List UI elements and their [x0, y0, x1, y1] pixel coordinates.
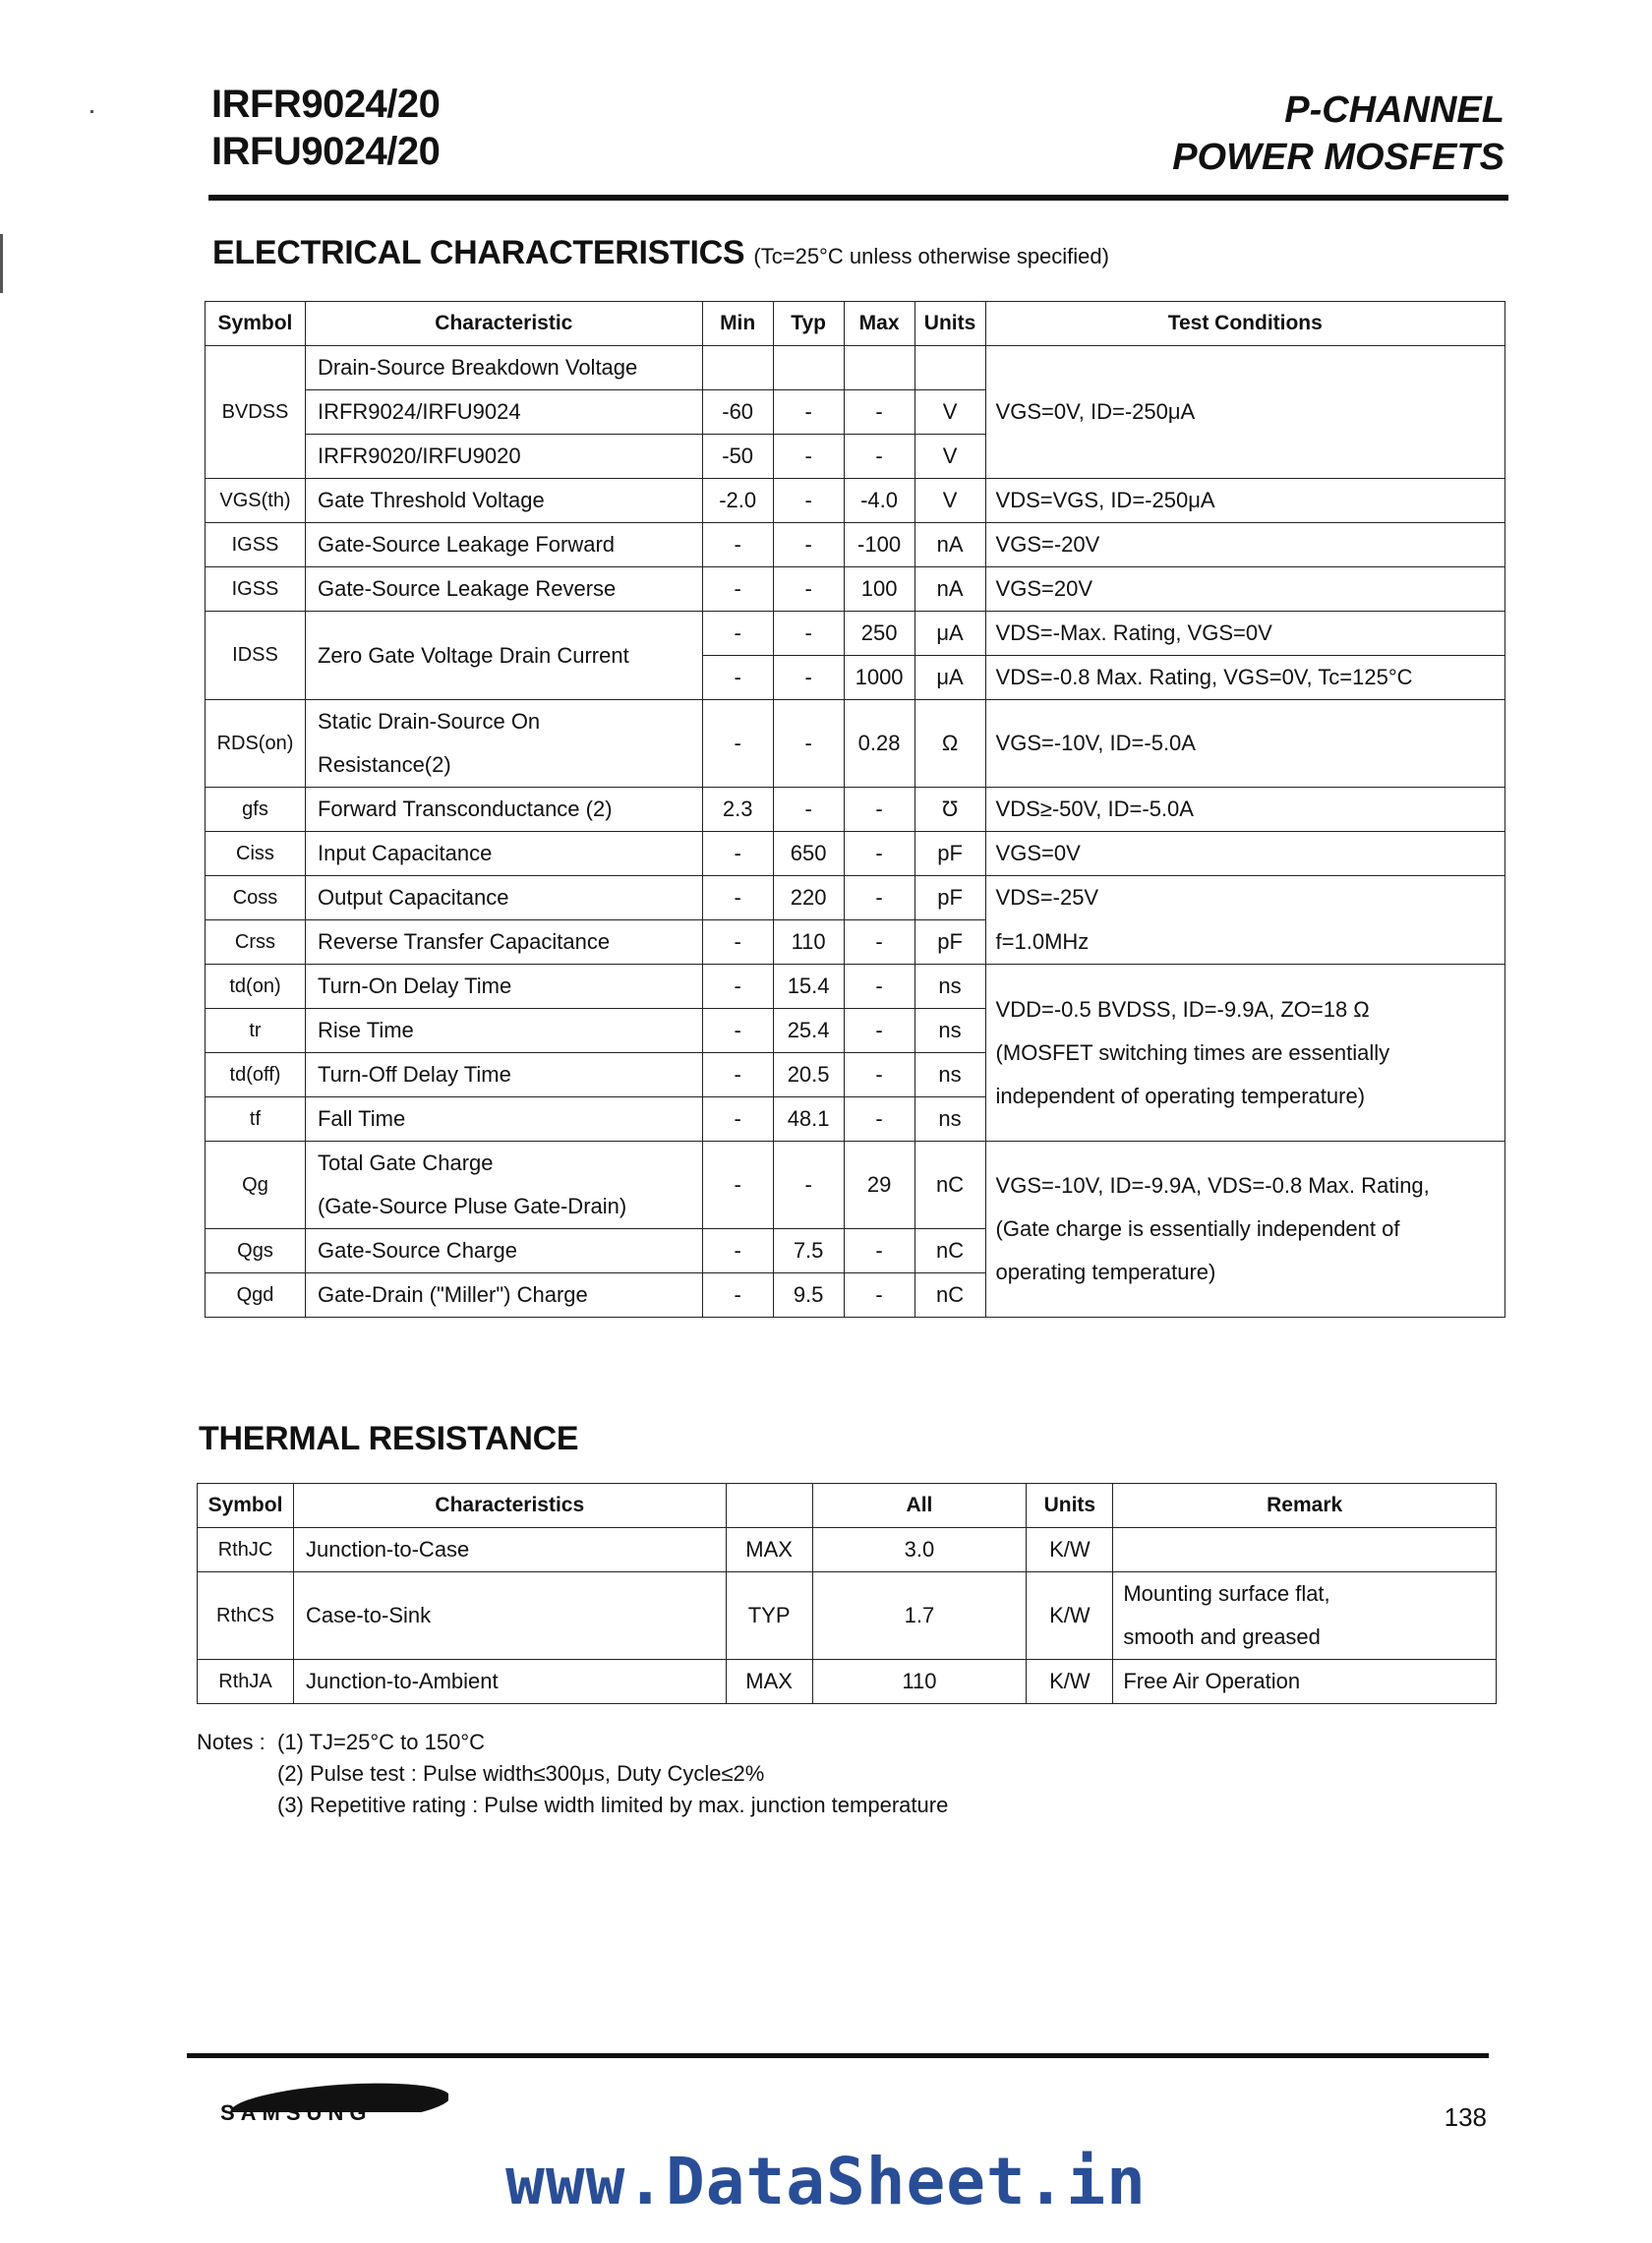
typ-cell: 110	[773, 920, 844, 965]
remark-line: Mounting surface flat,	[1123, 1581, 1330, 1606]
symbol-cell: RthCS	[198, 1572, 294, 1660]
scan-dot	[90, 110, 93, 113]
column-header: Symbol	[198, 1484, 294, 1528]
unit-cell: K/W	[1027, 1528, 1113, 1572]
max-cell: -	[844, 920, 914, 965]
condition-line: VDD=-0.5 BVDSS, ID=-9.9A, ZO=18 Ω	[995, 996, 1370, 1022]
value-cell: 110	[812, 1660, 1027, 1704]
thermal-resistance-title: THERMAL RESISTANCE	[199, 1420, 579, 1457]
max-cell: -	[844, 1097, 914, 1142]
unit-cell: ns	[914, 1009, 985, 1053]
column-header: Min	[702, 302, 773, 346]
typ-cell: 20.5	[773, 1053, 844, 1097]
test-condition-cell: VDS=VGS, ID=-250μA	[985, 479, 1504, 523]
typ-cell: -	[773, 612, 844, 656]
characteristic-cell: Input Capacitance	[305, 832, 702, 876]
characteristic-cell	[305, 700, 702, 788]
min-cell: -	[702, 700, 773, 788]
test-condition-cell: VDS=-25V	[985, 876, 1504, 920]
characteristic-cell: Gate-Source Charge	[305, 1229, 702, 1273]
table-row	[206, 1142, 1505, 1229]
column-header: Test Conditions	[985, 302, 1504, 346]
column-header: All	[812, 1484, 1027, 1528]
min-cell: -	[702, 1142, 773, 1229]
max-cell: -	[844, 876, 914, 920]
test-condition-cell: VGS=-20V	[985, 523, 1504, 567]
test-condition-cell: VDS=-Max. Rating, VGS=0V	[985, 612, 1504, 656]
symbol-cell: td(off)	[206, 1053, 306, 1097]
symbol-cell: RDS(on)	[206, 700, 306, 788]
typ-cell: -	[773, 700, 844, 788]
unit-cell: ns	[914, 1097, 985, 1142]
min-cell: -	[702, 1053, 773, 1097]
note-3: (3) Repetitive rating : Pulse width limited by max. junction temperature	[277, 1793, 949, 1817]
unit-cell: Ʊ	[914, 788, 985, 832]
part-numbers	[211, 81, 440, 175]
header-rule	[208, 195, 1508, 201]
page-number: 138	[1444, 2102, 1487, 2132]
logo-text: SAMSUNG	[220, 2100, 373, 2125]
table-row	[206, 832, 1505, 876]
characteristic-cell: Turn-Off Delay Time	[305, 1053, 702, 1097]
notes	[197, 1727, 948, 1821]
device-type-line2: POWER MOSFETS	[1172, 137, 1504, 178]
max-cell: -	[844, 1053, 914, 1097]
empty-cell	[914, 346, 985, 390]
symbol-cell: Ciss	[206, 832, 306, 876]
max-cell: 29	[844, 1142, 914, 1229]
symbol-cell: RthJA	[198, 1660, 294, 1704]
typ-cell: 7.5	[773, 1229, 844, 1273]
symbol-cell: td(on)	[206, 965, 306, 1009]
min-cell: -	[702, 612, 773, 656]
symbol-cell: tf	[206, 1097, 306, 1142]
part-number-2: IRFU9024/20	[211, 130, 441, 173]
table-header-row	[198, 1484, 1497, 1528]
characteristic-cell: IRFR9020/IRFU9020	[305, 435, 702, 479]
column-header: Typ	[773, 302, 844, 346]
empty-cell	[844, 346, 914, 390]
characteristic-cell: Zero Gate Voltage Drain Current	[305, 612, 702, 700]
rating-type-cell: TYP	[726, 1572, 812, 1660]
unit-cell: ns	[914, 965, 985, 1009]
symbol-cell: gfs	[206, 788, 306, 832]
unit-cell: nA	[914, 523, 985, 567]
table-header-row	[206, 302, 1505, 346]
typ-cell: 48.1	[773, 1097, 844, 1142]
typ-cell: -	[773, 788, 844, 832]
max-cell: 0.28	[844, 700, 914, 788]
remark-cell	[1113, 1572, 1497, 1660]
unit-cell: V	[914, 435, 985, 479]
test-condition-cell: VGS=-10V, ID=-5.0A	[985, 700, 1504, 788]
unit-cell: pF	[914, 876, 985, 920]
column-header: Units	[1027, 1484, 1113, 1528]
typ-cell: -	[773, 1142, 844, 1229]
characteristic-cell: Junction-to-Case	[293, 1528, 726, 1572]
characteristic-cell: Forward Transconductance (2)	[305, 788, 702, 832]
symbol-cell: Qg	[206, 1142, 306, 1229]
unit-cell: ns	[914, 1053, 985, 1097]
table-row	[206, 612, 1505, 656]
unit-cell: Ω	[914, 700, 985, 788]
characteristic-cell: Fall Time	[305, 1097, 702, 1142]
characteristic-cell: Gate-Source Leakage Reverse	[305, 567, 702, 612]
min-cell: -2.0	[702, 479, 773, 523]
typ-cell: 220	[773, 876, 844, 920]
samsung-logo	[203, 2083, 448, 2126]
max-cell: 100	[844, 567, 914, 612]
symbol-cell: Qgd	[206, 1273, 306, 1318]
max-cell: 250	[844, 612, 914, 656]
remark-cell	[1113, 1528, 1497, 1572]
scan-mark	[0, 234, 3, 293]
rating-type-cell: MAX	[726, 1528, 812, 1572]
remark-line: smooth and greased	[1123, 1624, 1321, 1649]
table-row	[206, 567, 1505, 612]
characteristic-cell: Rise Time	[305, 1009, 702, 1053]
unit-cell: K/W	[1027, 1660, 1113, 1704]
characteristic-cell: IRFR9024/IRFU9024	[305, 390, 702, 435]
typ-cell: 650	[773, 832, 844, 876]
table-row	[206, 346, 1505, 390]
min-cell: -	[702, 523, 773, 567]
max-cell: -	[844, 435, 914, 479]
empty-cell	[702, 346, 773, 390]
typ-cell: -	[773, 523, 844, 567]
column-header: Characteristic	[305, 302, 702, 346]
symbol-cell: IGSS	[206, 567, 306, 612]
table-row	[206, 479, 1505, 523]
characteristic-cell: Gate Threshold Voltage	[305, 479, 702, 523]
min-cell: -	[702, 1097, 773, 1142]
symbol-cell: Qgs	[206, 1229, 306, 1273]
table-row	[206, 920, 1505, 965]
value-cell: 3.0	[812, 1528, 1027, 1572]
unit-cell: V	[914, 390, 985, 435]
table-row	[198, 1528, 1497, 1572]
min-cell: -	[702, 876, 773, 920]
characteristic-line: Resistance(2)	[317, 752, 451, 777]
characteristic-cell: Gate-Source Leakage Forward	[305, 523, 702, 567]
typ-cell: 25.4	[773, 1009, 844, 1053]
electrical-title-text: ELECTRICAL CHARACTERISTICS	[212, 234, 745, 271]
column-header: Remark	[1113, 1484, 1497, 1528]
value-cell: 1.7	[812, 1572, 1027, 1660]
part-number-1: IRFR9024/20	[211, 83, 441, 126]
note-line	[197, 1727, 948, 1758]
typ-cell: -	[773, 435, 844, 479]
table-row	[206, 876, 1505, 920]
max-cell: -100	[844, 523, 914, 567]
rating-type-cell: MAX	[726, 1660, 812, 1704]
min-cell: -	[702, 1009, 773, 1053]
column-header	[726, 1484, 812, 1528]
test-condition-cell: f=1.0MHz	[985, 920, 1504, 965]
condition-line: VGS=-10V, ID=-9.9A, VDS=-0.8 Max. Rating,	[995, 1173, 1430, 1198]
typ-cell: -	[773, 479, 844, 523]
table-row	[206, 788, 1505, 832]
note-2: (2) Pulse test : Pulse width≤300μs, Duty Cycle≤2%	[277, 1761, 765, 1786]
max-cell: -	[844, 1273, 914, 1318]
characteristic-cell: Junction-to-Ambient	[293, 1660, 726, 1704]
column-header: Characteristics	[293, 1484, 726, 1528]
column-header: Units	[914, 302, 985, 346]
thermal-resistance-table	[197, 1483, 1497, 1704]
condition-line: (MOSFET switching times are essentially	[995, 1039, 1390, 1065]
characteristic-line: (Gate-Source Pluse Gate-Drain)	[317, 1194, 627, 1218]
characteristic-line: Static Drain-Source On	[317, 709, 541, 734]
typ-cell: 9.5	[773, 1273, 844, 1318]
characteristic-cell: Drain-Source Breakdown Voltage	[305, 346, 702, 390]
unit-cell: K/W	[1027, 1572, 1113, 1660]
condition-line: independent of operating temperature)	[995, 1083, 1366, 1108]
typ-cell: -	[773, 656, 844, 700]
unit-cell: μA	[914, 612, 985, 656]
symbol-cell: IDSS	[206, 612, 306, 700]
note-1: (1) TJ=25°C to 150°C	[277, 1730, 486, 1754]
electrical-characteristics-title	[212, 234, 1109, 272]
typ-cell: -	[773, 390, 844, 435]
max-cell: -	[844, 788, 914, 832]
max-cell: -	[844, 1229, 914, 1273]
min-cell: -	[702, 832, 773, 876]
footer-rule	[187, 2053, 1489, 2058]
condition-line: operating temperature)	[995, 1260, 1216, 1284]
test-condition-cell	[985, 965, 1504, 1142]
table-row	[206, 965, 1505, 1009]
column-header: Symbol	[206, 302, 306, 346]
symbol-cell: Crss	[206, 920, 306, 965]
symbol-cell: BVDSS	[206, 346, 306, 479]
electrical-title-condition: (Tc=25°C unless otherwise specified)	[753, 244, 1109, 268]
min-cell: -	[702, 656, 773, 700]
max-cell: -4.0	[844, 479, 914, 523]
empty-cell	[773, 346, 844, 390]
max-cell: -	[844, 390, 914, 435]
characteristic-cell: Gate-Drain ("Miller") Charge	[305, 1273, 702, 1318]
symbol-cell: IGSS	[206, 523, 306, 567]
min-cell: 2.3	[702, 788, 773, 832]
symbol-cell: VGS(th)	[206, 479, 306, 523]
min-cell: -60	[702, 390, 773, 435]
unit-cell: pF	[914, 920, 985, 965]
characteristic-line: Total Gate Charge	[317, 1151, 494, 1175]
device-type-line1: P-CHANNEL	[1284, 89, 1504, 131]
characteristic-cell: Reverse Transfer Capacitance	[305, 920, 702, 965]
watermark-link[interactable]: www.DataSheet.in	[505, 2144, 1147, 2219]
max-cell: -	[844, 1009, 914, 1053]
table-row	[198, 1660, 1497, 1704]
typ-cell: -	[773, 567, 844, 612]
characteristic-cell	[305, 1142, 702, 1229]
table-row	[198, 1572, 1497, 1660]
test-condition-cell: VGS=0V, ID=-250μA	[985, 346, 1504, 479]
max-cell: -	[844, 965, 914, 1009]
table-row	[206, 700, 1505, 788]
symbol-cell: tr	[206, 1009, 306, 1053]
condition-line: (Gate charge is essentially independent of	[995, 1216, 1400, 1241]
unit-cell: μA	[914, 656, 985, 700]
unit-cell: nC	[914, 1142, 985, 1229]
remark-cell: Free Air Operation	[1113, 1660, 1497, 1704]
min-cell: -50	[702, 435, 773, 479]
test-condition-cell	[985, 1142, 1504, 1318]
unit-cell: nC	[914, 1229, 985, 1273]
min-cell: -	[702, 1273, 773, 1318]
min-cell: -	[702, 965, 773, 1009]
characteristic-cell: Case-to-Sink	[293, 1572, 726, 1660]
unit-cell: nA	[914, 567, 985, 612]
test-condition-cell: VGS=0V	[985, 832, 1504, 876]
device-type	[1172, 87, 1504, 181]
min-cell: -	[702, 920, 773, 965]
characteristic-cell: Turn-On Delay Time	[305, 965, 702, 1009]
column-header: Max	[844, 302, 914, 346]
electrical-characteristics-table	[205, 301, 1505, 1318]
min-cell: -	[702, 567, 773, 612]
unit-cell: pF	[914, 832, 985, 876]
min-cell: -	[702, 1229, 773, 1273]
max-cell: -	[844, 832, 914, 876]
characteristic-cell: Output Capacitance	[305, 876, 702, 920]
test-condition-cell: VDS≥-50V, ID=-5.0A	[985, 788, 1504, 832]
max-cell: 1000	[844, 656, 914, 700]
symbol-cell: RthJC	[198, 1528, 294, 1572]
unit-cell: nC	[914, 1273, 985, 1318]
typ-cell: 15.4	[773, 965, 844, 1009]
notes-label: Notes :	[197, 1730, 266, 1754]
symbol-cell: Coss	[206, 876, 306, 920]
test-condition-cell: VDS=-0.8 Max. Rating, VGS=0V, Tc=125°C	[985, 656, 1504, 700]
test-condition-cell: VGS=20V	[985, 567, 1504, 612]
unit-cell: V	[914, 479, 985, 523]
table-row	[206, 523, 1505, 567]
